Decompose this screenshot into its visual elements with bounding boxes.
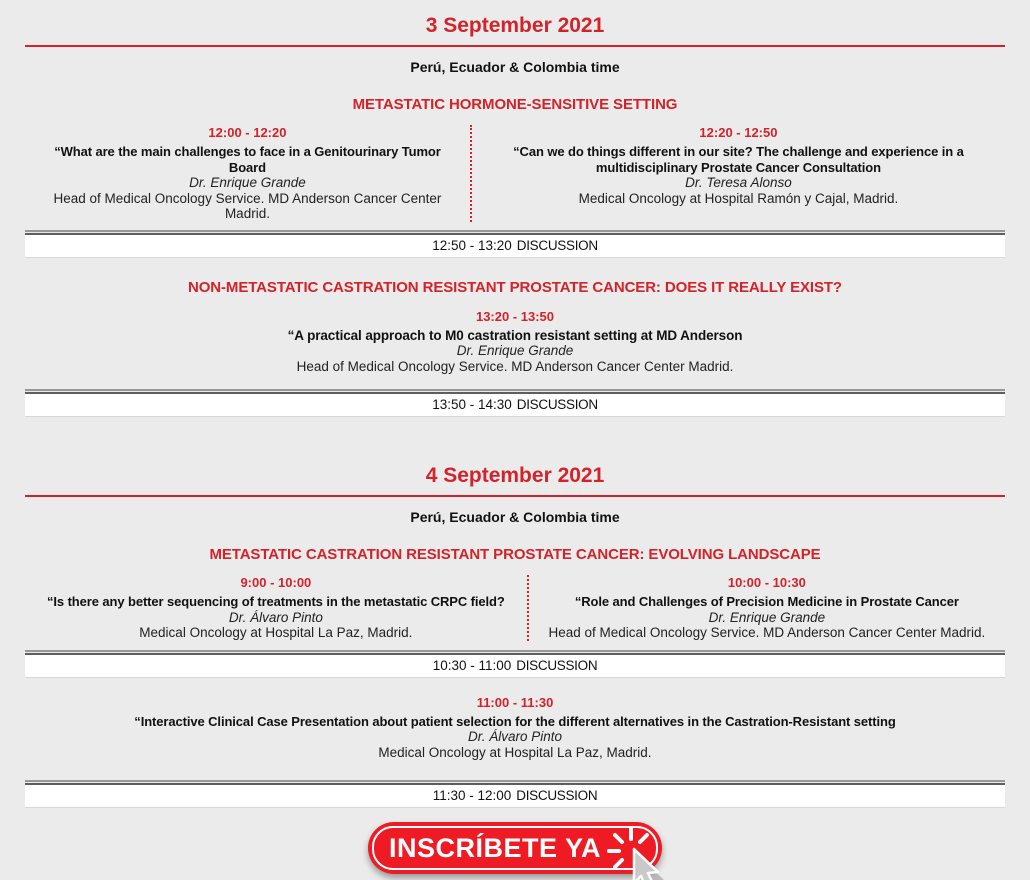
day-2-agenda: [0, 464, 1030, 808]
section-heading: METASTATIC CASTRATION RESISTANT PROSTATE CANCER: EVOLVING LANDSCAPE: [209, 546, 821, 563]
session-speaker: Dr. Álvaro Pinto: [228, 609, 323, 625]
session-speaker: Dr. Enrique Grande: [189, 175, 306, 190]
cta-container: [368, 822, 662, 874]
session-time: 11:00 - 11:30: [476, 694, 554, 710]
session-time: 13:20 - 13:50: [475, 308, 555, 324]
session-affiliation: Medical Oncology at Hospital Ramón y Cajal, Madrid.: [578, 190, 899, 206]
discussion-label: DISCUSSION: [516, 657, 598, 673]
red-divider: [25, 45, 1005, 47]
session-affiliation: Head of Medical Oncology Service. MD Anderson Cancer Center Madrid.: [296, 358, 734, 374]
session-time: 12:20 - 12:50: [699, 125, 778, 140]
discussion-time: 11:30 - 12:00: [432, 788, 512, 803]
discussion-bar: [25, 785, 1005, 808]
discussion-label: DISCUSSION: [516, 397, 598, 412]
date-title: 4 September 2021: [425, 464, 605, 487]
session-row: [25, 575, 1005, 641]
session-time: 10:00 - 10:30: [727, 575, 806, 590]
section-heading: NON-METASTATIC CASTRATION RESISTANT PROSTATE CANCER: DOES IT REALLY EXIST?: [188, 278, 842, 296]
session-speaker: Dr. Enrique Grande: [708, 609, 826, 625]
session: [527, 575, 1005, 641]
session-affiliation: Medical Oncology at Hospital La Paz, Madrid.: [139, 625, 413, 640]
session: [470, 125, 1005, 222]
day-1-agenda: [0, 14, 1030, 417]
discussion-time: 12:50 - 13:20: [432, 237, 512, 253]
discussion-bar: [25, 235, 1005, 258]
timezone-label: Perú, Ecuador & Colombia time: [410, 509, 620, 525]
discussion-band: [25, 650, 1005, 678]
session-title: “A practical approach to M0 castration resistant setting at MD Anderson: [287, 327, 743, 343]
discussion-label: DISCUSSION: [516, 788, 598, 803]
session-row: [25, 125, 1005, 222]
discussion-band: [25, 780, 1005, 808]
discussion-bar: [25, 394, 1005, 417]
discussion-band: [25, 230, 1005, 258]
discussion-band: [25, 389, 1005, 417]
session: [25, 309, 1005, 375]
session-affiliation: Head of Medical Oncology Service. MD Anderson Cancer Center Madrid.: [53, 190, 442, 221]
timezone-label: Perú, Ecuador & Colombia time: [410, 59, 620, 75]
session-speaker: Dr. Enrique Grande: [456, 343, 574, 358]
session-title: “Interactive Clinical Case Presentation about patient selection for the different alternatives in the Castration-Resistant setting: [134, 713, 896, 729]
session-time: 12:00 - 12:20: [208, 125, 287, 140]
session-speaker: Dr. Teresa Alonso: [685, 175, 792, 190]
session-title: “Can we do things different in our site? The challenge and experience in a multidisciplinary Prostate Cancer Consultation: [513, 144, 964, 175]
session-title: “What are the main challenges to face in a Genitourinary Tumor Board: [54, 144, 441, 175]
register-button[interactable]: INSCRÍBETE YA: [368, 822, 662, 874]
session-speaker: Dr. Álvaro Pinto: [467, 729, 563, 744]
discussion-label: DISCUSSION: [516, 237, 598, 253]
session-affiliation: Medical Oncology at Hospital La Paz, Madrid.: [378, 744, 652, 760]
session-time: 9:00 - 10:00: [240, 575, 312, 590]
session: [25, 125, 470, 222]
discussion-time: 10:30 - 11:00: [432, 657, 512, 673]
session-title: “Is there any better sequencing of treatments in the metastatic CRPC field?: [47, 594, 505, 609]
session: [25, 575, 527, 641]
session: [25, 695, 1005, 761]
red-divider: [25, 495, 1005, 497]
session-affiliation: Head of Medical Oncology Service. MD Anderson Cancer Center Madrid.: [548, 625, 986, 640]
discussion-time: 13:50 - 14:30: [432, 397, 512, 412]
section-heading: METASTATIC HORMONE-SENSITIVE SETTING: [352, 96, 678, 113]
discussion-bar: [25, 655, 1005, 678]
session-title: “Role and Challenges of Precision Medicine in Prostate Cancer: [574, 594, 959, 609]
date-title: 3 September 2021: [425, 14, 605, 37]
